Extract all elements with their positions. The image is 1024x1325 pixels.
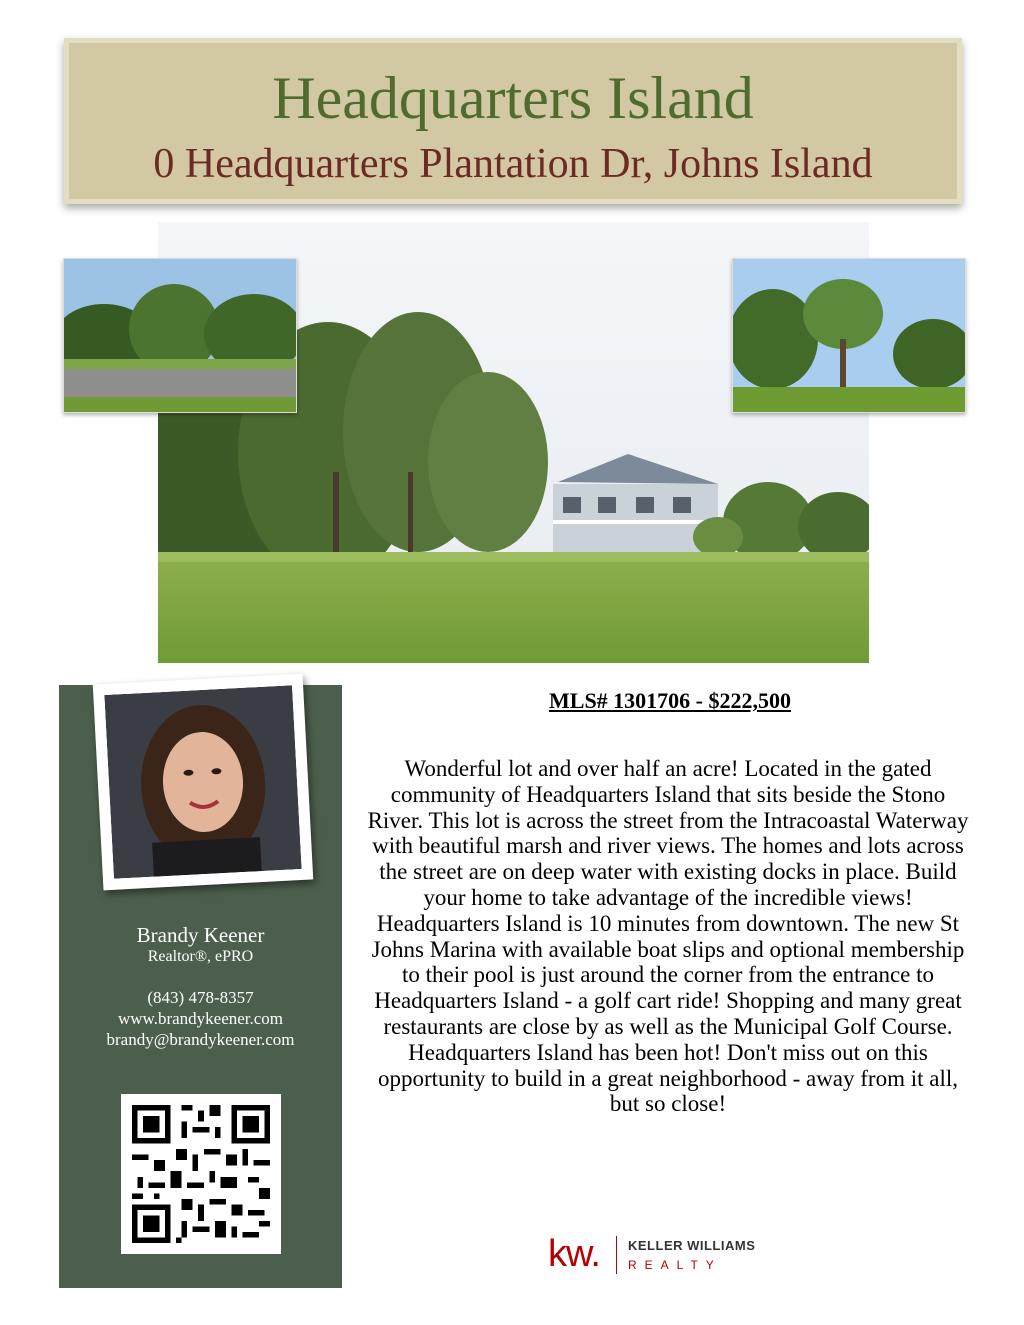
agent-email-link[interactable]: brandy@brandykeener.com xyxy=(106,1030,295,1049)
agent-panel xyxy=(59,685,342,1288)
agent-photo-frame xyxy=(93,674,313,891)
inset-photo-left xyxy=(63,258,297,413)
mls-price-heading: MLS# 1301706 - $222,500 xyxy=(549,688,791,713)
agent-name: Brandy Keener xyxy=(136,923,265,947)
kw-mark: kw. xyxy=(548,1233,600,1275)
agent-photo xyxy=(104,685,301,879)
brand-name: KELLER WILLIAMS xyxy=(628,1238,756,1253)
brand-realty: REALTY xyxy=(628,1258,722,1272)
logo-divider xyxy=(616,1236,617,1274)
listing-description: Wonderful lot and over half an acre! Located in the gated community of Headquarters Island that sits beside the Stono River. This lot is across the street from the Intracoastal Waterway with beautiful marsh and river views. The homes and lots across the street are on deep water with existing docks in place. Build your home to take advantage of the incredible views! Headquarters Island is 10 minutes from downtown. The new St Johns Marina with available boat slips and optional membership to their pool is just around the corner from the entrance to Headquarters Island - a golf cart ride! Shopping and many great restaurants are close by as well as the Municipal Golf Course. Headquarters Island has been hot! Don't miss out on this opportunity to build in a great neighborhood - away from it all, but so close! xyxy=(367,756,969,1117)
property-address: 0 Headquarters Plantation Dr, Johns Island xyxy=(153,141,873,187)
agent-title: Realtor®, ePRO xyxy=(147,948,254,965)
inset-photo-right xyxy=(732,258,966,413)
agent-phone[interactable]: (843) 478-8357 xyxy=(147,988,254,1007)
qr-code[interactable] xyxy=(121,1094,281,1254)
header-banner xyxy=(64,38,962,204)
keller-williams-logo xyxy=(548,1234,788,1278)
property-title: Headquarters Island xyxy=(272,65,754,131)
agent-website-link[interactable]: www.brandykeener.com xyxy=(117,1009,284,1028)
